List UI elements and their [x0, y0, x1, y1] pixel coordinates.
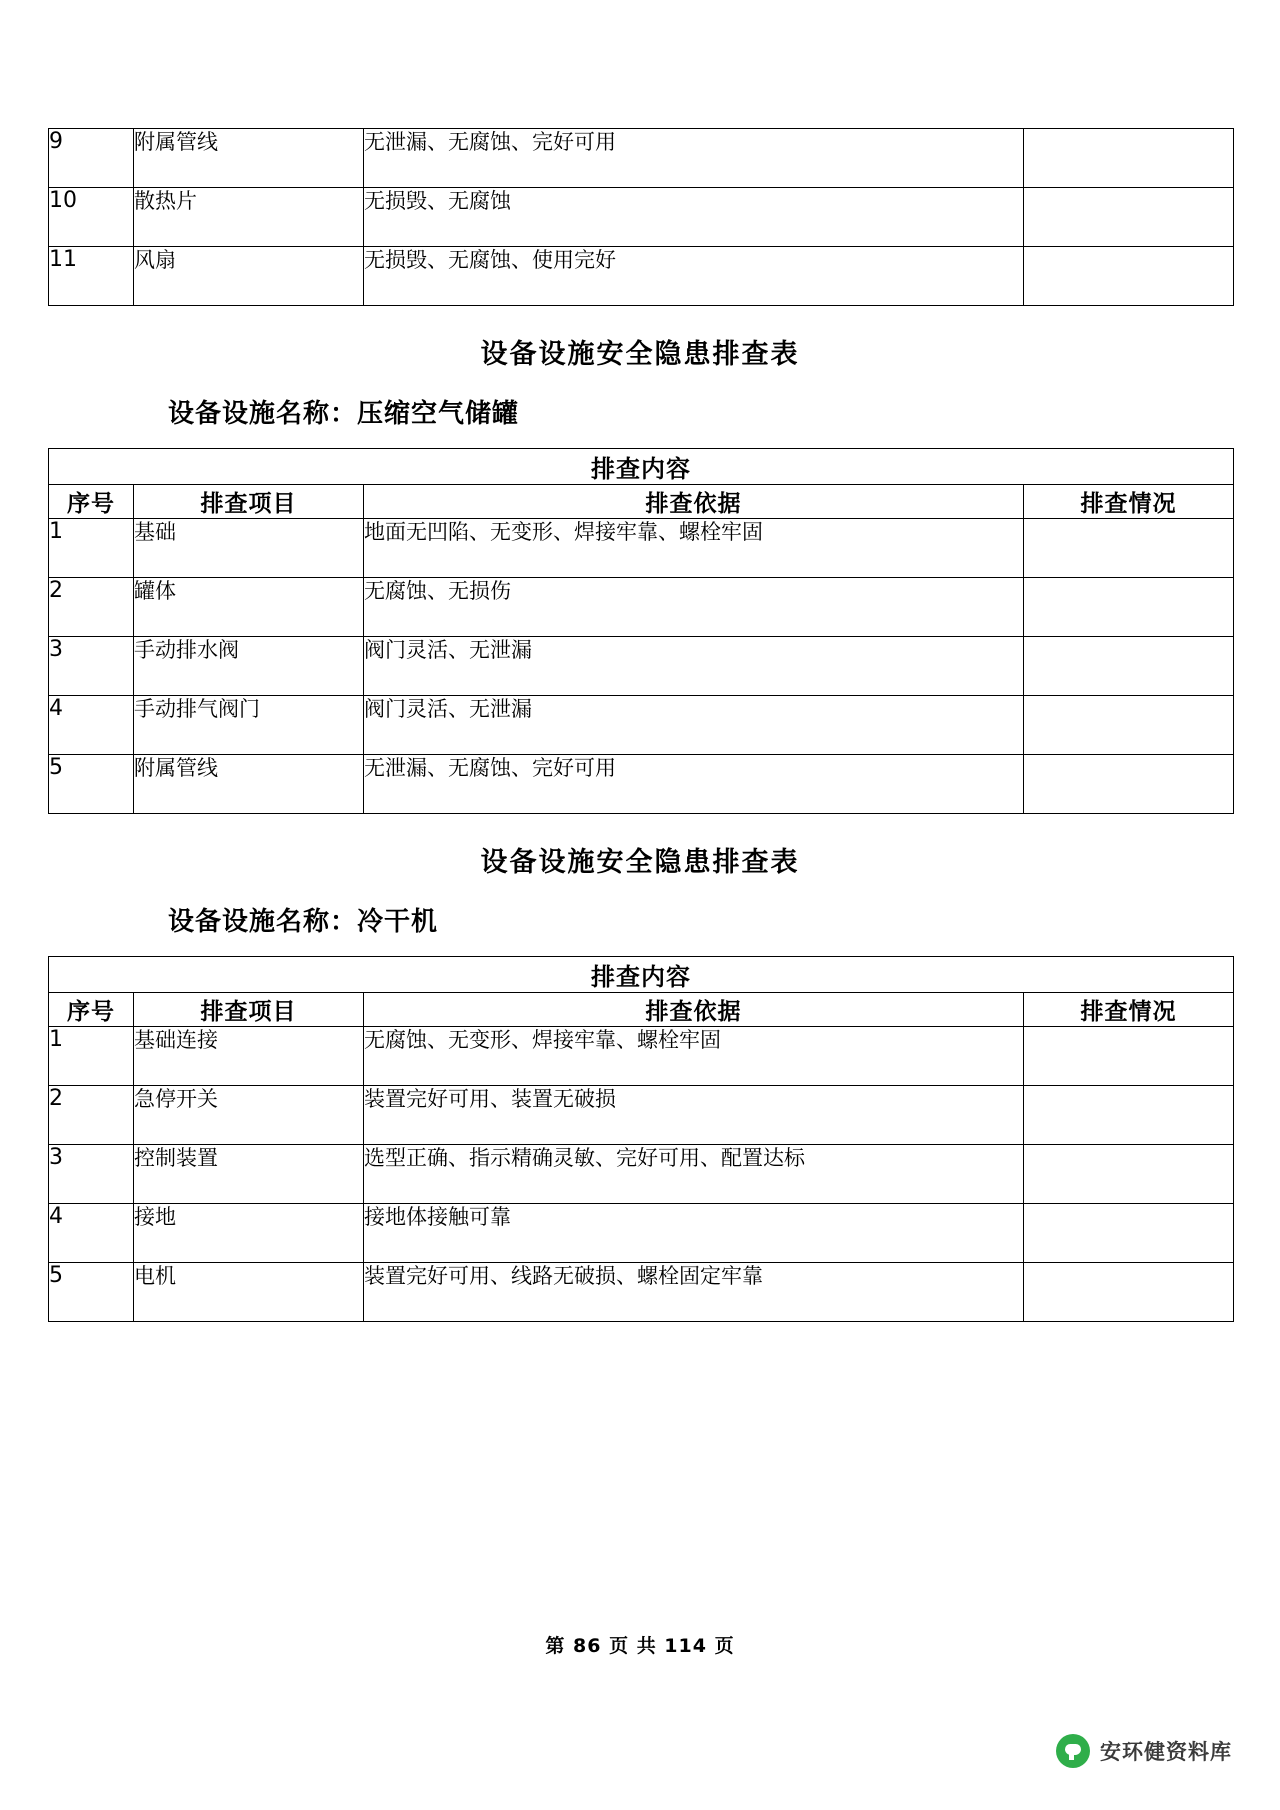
row-item: 附属管线	[134, 129, 364, 188]
row-result[interactable]	[1024, 247, 1234, 306]
table-row	[49, 247, 1234, 306]
table-row	[49, 696, 1234, 755]
row-basis: 装置完好可用、线路无破损、螺栓固定牢靠	[364, 1263, 1024, 1322]
table-row	[49, 637, 1234, 696]
row-item: 接地	[134, 1204, 364, 1263]
row-number: 11	[49, 247, 134, 306]
row-basis: 接地体接触可靠	[364, 1204, 1024, 1263]
row-result[interactable]	[1024, 637, 1234, 696]
row-basis: 选型正确、指示精确灵敏、完好可用、配置达标	[364, 1145, 1024, 1204]
continued-checklist-table	[48, 128, 1234, 306]
section1-checklist-table	[48, 448, 1234, 814]
row-number: 3	[49, 1145, 134, 1204]
table-header-columns	[49, 993, 1234, 1027]
row-number: 3	[49, 637, 134, 696]
row-basis: 无腐蚀、无变形、焊接牢靠、螺栓牢固	[364, 1027, 1024, 1086]
row-number: 5	[49, 755, 134, 814]
page-footer: 第 86 页 共 114 页	[545, 1635, 735, 1657]
content-header-label: 排查内容	[49, 449, 1234, 485]
content-header-label: 排查内容	[49, 957, 1234, 993]
row-result[interactable]	[1024, 129, 1234, 188]
row-item: 罐体	[134, 578, 364, 637]
col-header-no: 序号	[49, 485, 134, 519]
table-row	[49, 1263, 1234, 1322]
row-basis: 无损毁、无腐蚀、使用完好	[364, 247, 1024, 306]
row-result[interactable]	[1024, 1204, 1234, 1263]
row-basis: 阀门灵活、无泄漏	[364, 637, 1024, 696]
row-item: 风扇	[134, 247, 364, 306]
row-basis: 阀门灵活、无泄漏	[364, 696, 1024, 755]
row-number: 2	[49, 1086, 134, 1145]
table-row	[49, 188, 1234, 247]
table-row	[49, 1204, 1234, 1263]
row-result[interactable]	[1024, 696, 1234, 755]
section1-title: 设备设施安全隐患排查表	[480, 339, 800, 370]
section2-checklist-table	[48, 956, 1234, 1322]
row-basis: 无损毁、无腐蚀	[364, 188, 1024, 247]
watermark-label: 安环健资料库	[1100, 1740, 1232, 1764]
watermark	[1056, 1734, 1232, 1768]
row-item: 散热片	[134, 188, 364, 247]
row-result[interactable]	[1024, 1263, 1234, 1322]
row-item: 控制装置	[134, 1145, 364, 1204]
row-item: 基础	[134, 519, 364, 578]
row-basis: 无泄漏、无腐蚀、完好可用	[364, 129, 1024, 188]
row-result[interactable]	[1024, 1145, 1234, 1204]
row-item: 手动排水阀	[134, 637, 364, 696]
row-number: 1	[49, 1027, 134, 1086]
row-item: 急停开关	[134, 1086, 364, 1145]
row-item: 基础连接	[134, 1027, 364, 1086]
row-number: 9	[49, 129, 134, 188]
table-header-content	[49, 957, 1234, 993]
section2-equipment-name: 设备设施名称：冷干机	[168, 907, 439, 937]
row-result[interactable]	[1024, 1027, 1234, 1086]
table-row	[49, 578, 1234, 637]
row-result[interactable]	[1024, 188, 1234, 247]
wechat-account-logo-icon	[1056, 1734, 1090, 1768]
col-header-basis: 排查依据	[364, 993, 1024, 1027]
table-header-content	[49, 449, 1234, 485]
row-basis: 无泄漏、无腐蚀、完好可用	[364, 755, 1024, 814]
section2-title: 设备设施安全隐患排查表	[480, 847, 800, 878]
col-header-basis: 排查依据	[364, 485, 1024, 519]
row-basis: 无腐蚀、无损伤	[364, 578, 1024, 637]
table-row	[49, 129, 1234, 188]
row-number: 4	[49, 1204, 134, 1263]
row-item: 电机	[134, 1263, 364, 1322]
row-item: 附属管线	[134, 755, 364, 814]
table-header-columns	[49, 485, 1234, 519]
table-row	[49, 755, 1234, 814]
row-number: 10	[49, 188, 134, 247]
table-row	[49, 1145, 1234, 1204]
section1-equipment-name: 设备设施名称：压缩空气储罐	[168, 399, 520, 429]
table-row	[49, 519, 1234, 578]
col-header-result: 排查情况	[1024, 993, 1234, 1027]
row-result[interactable]	[1024, 1086, 1234, 1145]
row-result[interactable]	[1024, 578, 1234, 637]
table-row	[49, 1027, 1234, 1086]
row-number: 4	[49, 696, 134, 755]
row-basis: 地面无凹陷、无变形、焊接牢靠、螺栓牢固	[364, 519, 1024, 578]
row-number: 5	[49, 1263, 134, 1322]
col-header-no: 序号	[49, 993, 134, 1027]
col-header-item: 排查项目	[134, 485, 364, 519]
row-item: 手动排气阀门	[134, 696, 364, 755]
row-number: 1	[49, 519, 134, 578]
row-number: 2	[49, 578, 134, 637]
col-header-result: 排查情况	[1024, 485, 1234, 519]
col-header-item: 排查项目	[134, 993, 364, 1027]
table-row	[49, 1086, 1234, 1145]
row-result[interactable]	[1024, 519, 1234, 578]
row-result[interactable]	[1024, 755, 1234, 814]
top-table-section	[48, 0, 1232, 306]
row-basis: 装置完好可用、装置无破损	[364, 1086, 1024, 1145]
